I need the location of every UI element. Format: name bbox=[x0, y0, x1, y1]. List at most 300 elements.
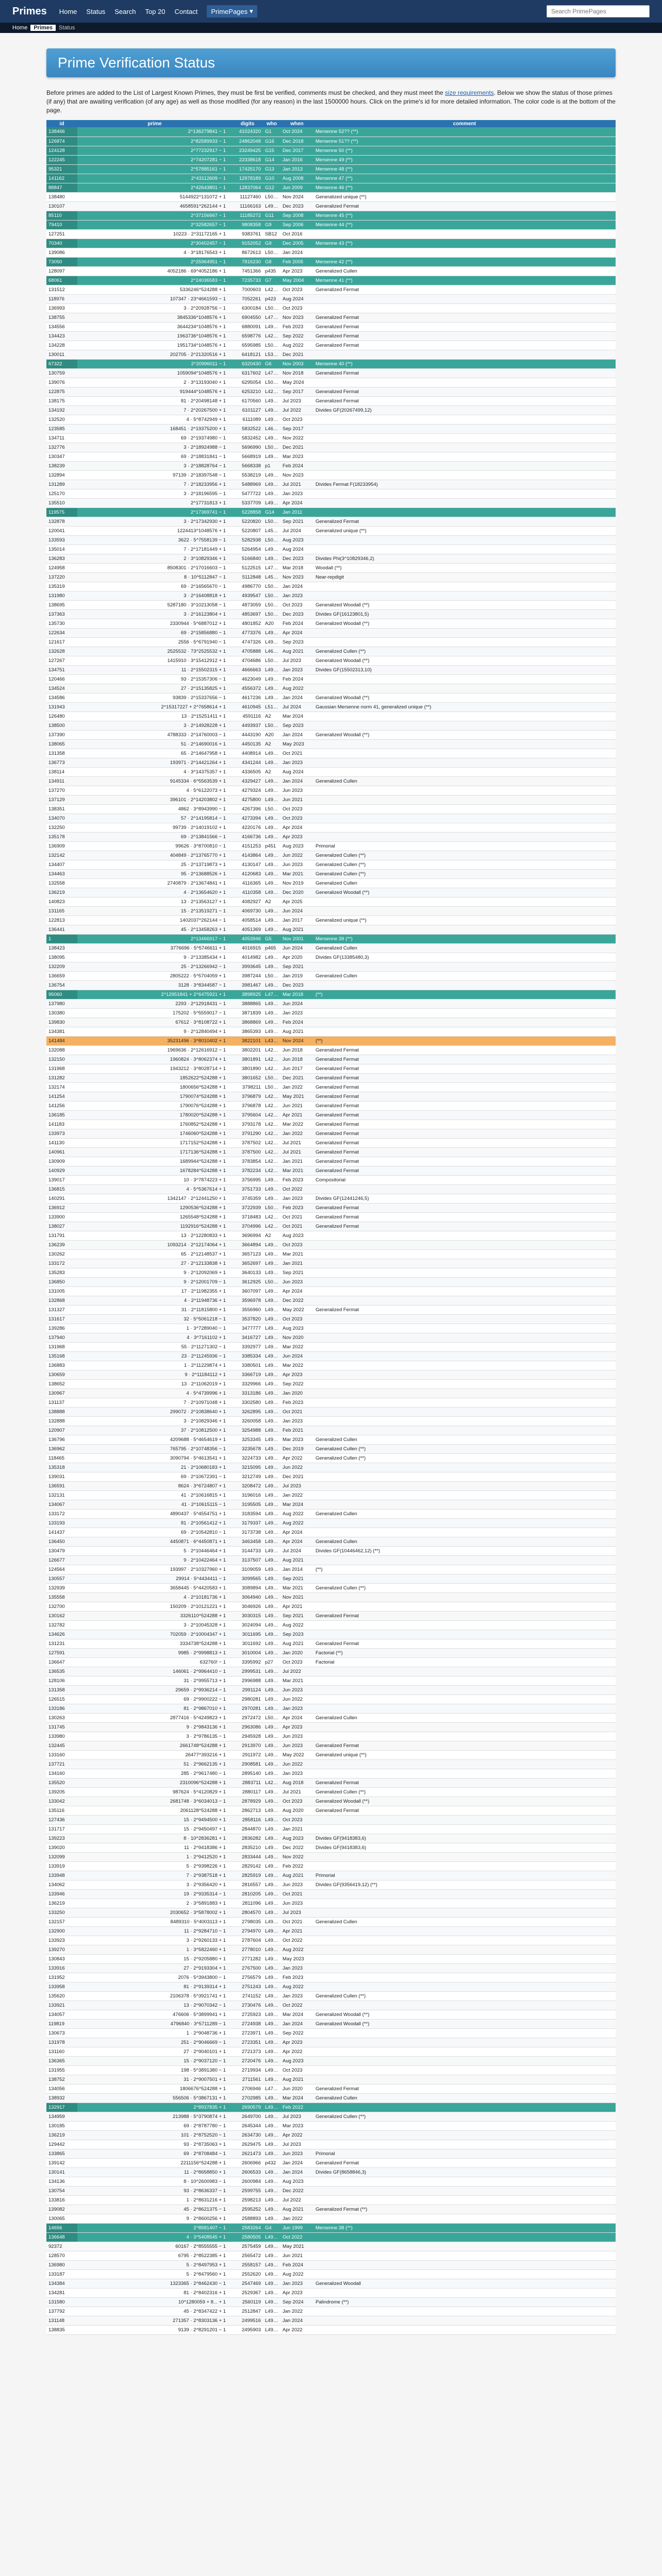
cell-id[interactable]: 130967 bbox=[46, 1388, 77, 1398]
cell-prime: 45 · 2^8347422 + 1 bbox=[77, 2307, 232, 2316]
nav-link-status[interactable]: Status bbox=[86, 7, 106, 15]
cell-id[interactable]: 137129 bbox=[46, 795, 77, 804]
cell-id[interactable]: 138095 bbox=[46, 953, 77, 962]
table-row bbox=[46, 1157, 616, 1166]
cell-digits: 6170560 bbox=[232, 396, 263, 405]
cell-id[interactable]: 139223 bbox=[46, 1834, 77, 1843]
cell-id[interactable]: 140823 bbox=[46, 897, 77, 906]
nav-link-search[interactable]: Search bbox=[114, 7, 136, 15]
cell-id[interactable]: 137721 bbox=[46, 1759, 77, 1769]
cell-id[interactable]: 133958 bbox=[46, 1982, 77, 1991]
cell-who: L4965 bbox=[263, 1592, 280, 1602]
cell-id[interactable]: 138752 bbox=[46, 2075, 77, 2084]
cell-prime: 9 · 2^13385434 + 1 bbox=[77, 953, 232, 962]
cell-id[interactable]: 133816 bbox=[46, 2195, 77, 2205]
cell-who: L4965 bbox=[263, 1481, 280, 1490]
cell-id[interactable]: 95060 bbox=[46, 990, 77, 999]
cell-id[interactable]: 132878 bbox=[46, 517, 77, 526]
cell-id[interactable]: 133042 bbox=[46, 1797, 77, 1806]
cell-id[interactable]: 136909 bbox=[46, 841, 77, 851]
cell-when: Dec 2020 bbox=[280, 888, 313, 897]
cell-id[interactable]: 131137 bbox=[46, 1398, 77, 1407]
cell-id[interactable]: 128570 bbox=[46, 2251, 77, 2260]
cell-id[interactable]: 125170 bbox=[46, 489, 77, 498]
table-row bbox=[46, 1899, 616, 1908]
cell-id[interactable]: 131978 bbox=[46, 2038, 77, 2047]
cell-id[interactable]: 130479 bbox=[46, 1546, 77, 1555]
cell-digits: 7816230 bbox=[232, 257, 263, 266]
cell-id[interactable]: 134062 bbox=[46, 1880, 77, 1889]
cell-id[interactable]: 136883 bbox=[46, 1361, 77, 1370]
cell-id[interactable]: 131005 bbox=[46, 1286, 77, 1296]
cell-id[interactable]: 135318 bbox=[46, 1463, 77, 1472]
cell-id[interactable]: 141183 bbox=[46, 1120, 77, 1129]
header-when[interactable]: when bbox=[280, 120, 313, 127]
cell-id[interactable]: 126677 bbox=[46, 1555, 77, 1565]
cell-id[interactable]: 132868 bbox=[46, 1296, 77, 1305]
cell-id[interactable]: 120466 bbox=[46, 674, 77, 684]
cell-id[interactable]: 95321 bbox=[46, 164, 77, 174]
cell-id[interactable]: 128106 bbox=[46, 1676, 77, 1685]
cell-id[interactable]: 141254 bbox=[46, 1092, 77, 1101]
cell-id[interactable]: 119575 bbox=[46, 507, 77, 517]
cell-id[interactable]: 132628 bbox=[46, 647, 77, 656]
table-row bbox=[46, 767, 616, 776]
cell-prime: 3 · 2^18828764 − 1 bbox=[77, 461, 232, 470]
cell-who: L4245 bbox=[263, 1129, 280, 1138]
cell-id[interactable]: 131955 bbox=[46, 2065, 77, 2075]
cell-id[interactable]: 133946 bbox=[46, 1889, 77, 1899]
cell-id[interactable]: 131512 bbox=[46, 285, 77, 294]
cell-comment: Generalized Fermat bbox=[313, 517, 616, 526]
nav-link-top20[interactable]: Top 20 bbox=[145, 7, 166, 15]
header-id[interactable]: id bbox=[46, 120, 77, 127]
cell-id[interactable]: 136993 bbox=[46, 303, 77, 313]
cell-id[interactable]: 132558 bbox=[46, 878, 77, 888]
cell-digits: 3089894 bbox=[232, 1583, 263, 1592]
cell-id[interactable]: 137220 bbox=[46, 572, 77, 582]
cell-id[interactable]: 1 bbox=[46, 934, 77, 943]
cell-who: L5008 bbox=[263, 721, 280, 730]
cell-id[interactable]: 130557 bbox=[46, 1574, 77, 1583]
cell-id[interactable]: 132174 bbox=[46, 1082, 77, 1092]
cell-digits: 3463458 bbox=[232, 1537, 263, 1546]
cell-id[interactable]: 67322 bbox=[46, 359, 77, 368]
cell-id[interactable]: 131282 bbox=[46, 1073, 77, 1082]
cell-id[interactable]: 127251 bbox=[46, 229, 77, 239]
cell-id[interactable]: 132700 bbox=[46, 1602, 77, 1611]
cell-id[interactable]: 139031 bbox=[46, 1472, 77, 1481]
cell-id[interactable]: 133916 bbox=[46, 1963, 77, 1973]
cell-id[interactable]: 130107 bbox=[46, 201, 77, 211]
cell-digits: 2751243 bbox=[232, 1982, 263, 1991]
cell-id[interactable]: 126480 bbox=[46, 711, 77, 721]
cell-id[interactable]: 136591 bbox=[46, 1481, 77, 1490]
cell-id[interactable]: 141162 bbox=[46, 174, 77, 183]
table-row bbox=[46, 285, 616, 294]
cell-id[interactable]: 130011 bbox=[46, 350, 77, 359]
cell-id[interactable]: 133923 bbox=[46, 1936, 77, 1945]
cell-id[interactable]: 135730 bbox=[46, 619, 77, 628]
cell-id[interactable]: 79410 bbox=[46, 220, 77, 229]
cell-digits: 3046926 bbox=[232, 1602, 263, 1611]
cell-id[interactable]: 136239 bbox=[46, 1240, 77, 1249]
cell-comment bbox=[313, 1861, 616, 1871]
cell-id[interactable]: 135620 bbox=[46, 1991, 77, 2001]
cell-id[interactable]: 131952 bbox=[46, 1973, 77, 1982]
header-digits[interactable]: digits bbox=[232, 120, 263, 127]
cell-id[interactable]: 137363 bbox=[46, 609, 77, 619]
cell-id[interactable]: 134751 bbox=[46, 665, 77, 674]
cell-when: Jun 2017 bbox=[280, 1064, 313, 1073]
cell-id[interactable]: 138480 bbox=[46, 192, 77, 201]
cell-id[interactable]: 130754 bbox=[46, 2186, 77, 2195]
cell-id[interactable]: 135178 bbox=[46, 832, 77, 841]
cell-id[interactable]: 136659 bbox=[46, 971, 77, 980]
cell-id[interactable]: 130673 bbox=[46, 2028, 77, 2038]
cell-id[interactable]: 138466 bbox=[46, 127, 77, 137]
cell-id[interactable]: 119819 bbox=[46, 2019, 77, 2028]
cell-id[interactable]: 122245 bbox=[46, 155, 77, 164]
cell-id[interactable]: 124958 bbox=[46, 563, 77, 572]
cell-id[interactable]: 139076 bbox=[46, 378, 77, 387]
cell-id[interactable]: 130263 bbox=[46, 1713, 77, 1722]
cell-id[interactable]: 138835 bbox=[46, 2325, 77, 2334]
header-who[interactable]: who bbox=[263, 120, 280, 127]
cell-id[interactable]: 130759 bbox=[46, 368, 77, 378]
size-requirements-link[interactable]: size requirements bbox=[445, 89, 494, 96]
cell-id[interactable]: 139286 bbox=[46, 1324, 77, 1333]
cell-id[interactable]: 132099 bbox=[46, 1852, 77, 1861]
breadcrumb-home[interactable]: Home bbox=[12, 25, 28, 31]
cell-id[interactable]: 130347 bbox=[46, 452, 77, 461]
cell-id[interactable]: 131231 bbox=[46, 1639, 77, 1648]
cell-id[interactable]: 135116 bbox=[46, 1806, 77, 1815]
cell-id[interactable]: 134057 bbox=[46, 2010, 77, 2019]
cell-id[interactable]: 127591 bbox=[46, 1648, 77, 1657]
cell-id[interactable]: 136219 bbox=[46, 888, 77, 897]
cell-when: Nov 2020 bbox=[280, 1333, 313, 1342]
cell-prime: 4209688 · 5^4654619 + 1 bbox=[77, 1435, 232, 1444]
nav-link-home[interactable]: Home bbox=[59, 7, 77, 15]
cell-id[interactable]: 136535 bbox=[46, 1667, 77, 1676]
cell-id[interactable]: 136754 bbox=[46, 980, 77, 990]
cell-id[interactable]: 85110 bbox=[46, 211, 77, 220]
cell-id[interactable]: 136648 bbox=[46, 2232, 77, 2242]
cell-id[interactable]: 133186 bbox=[46, 1704, 77, 1713]
cell-prime: 10223 · 2^31172165 + 1 bbox=[77, 229, 232, 239]
cell-id[interactable]: 135283 bbox=[46, 1268, 77, 1277]
cell-id[interactable]: 134626 bbox=[46, 1630, 77, 1639]
table-row bbox=[46, 443, 616, 452]
cell-id[interactable]: 139017 bbox=[46, 1175, 77, 1184]
cell-id[interactable]: 131165 bbox=[46, 906, 77, 916]
cell-comment bbox=[313, 461, 616, 470]
cell-id[interactable]: 133973 bbox=[46, 1129, 77, 1138]
cell-id[interactable]: 133865 bbox=[46, 2149, 77, 2158]
breadcrumb-primes[interactable]: Primes bbox=[30, 25, 56, 31]
cell-id[interactable]: 134586 bbox=[46, 693, 77, 702]
cell-id[interactable]: 134711 bbox=[46, 433, 77, 443]
cell-id[interactable]: 131968 bbox=[46, 1342, 77, 1351]
cell-id[interactable]: 136283 bbox=[46, 554, 77, 563]
cell-comment: Divides GF(15502313,10) bbox=[313, 665, 616, 674]
cell-id[interactable]: 139830 bbox=[46, 1018, 77, 1027]
cell-id[interactable]: 126515 bbox=[46, 1694, 77, 1704]
cell-id[interactable]: 133187 bbox=[46, 2269, 77, 2279]
cell-id[interactable]: 138027 bbox=[46, 1222, 77, 1231]
cell-id[interactable]: 135319 bbox=[46, 582, 77, 591]
cell-id[interactable]: 73050 bbox=[46, 257, 77, 266]
cell-id[interactable]: 131327 bbox=[46, 1305, 77, 1314]
cell-id[interactable]: 138652 bbox=[46, 1379, 77, 1388]
cell-id[interactable]: 134136 bbox=[46, 2177, 77, 2186]
cell-id[interactable]: 135168 bbox=[46, 1351, 77, 1361]
cell-id[interactable]: 133160 bbox=[46, 1750, 77, 1759]
cell-id[interactable]: 136796 bbox=[46, 1435, 77, 1444]
cell-id[interactable]: 139020 bbox=[46, 1843, 77, 1852]
cell-id[interactable]: 141130 bbox=[46, 1138, 77, 1147]
cell-id[interactable]: 138755 bbox=[46, 313, 77, 322]
table-row bbox=[46, 563, 616, 572]
cell-id[interactable]: 132150 bbox=[46, 1055, 77, 1064]
cell-id[interactable]: 133919 bbox=[46, 1861, 77, 1871]
cell-id[interactable]: 134959 bbox=[46, 2112, 77, 2121]
cell-id[interactable]: 92372 bbox=[46, 2242, 77, 2251]
cell-id[interactable]: 132917 bbox=[46, 2103, 77, 2112]
nav-link-contact[interactable]: Contact bbox=[174, 7, 198, 15]
cell-id[interactable]: 140961 bbox=[46, 1147, 77, 1157]
cell-id[interactable]: 136365 bbox=[46, 2056, 77, 2065]
cell-id[interactable]: 118465 bbox=[46, 1453, 77, 1463]
cell-id[interactable]: 128097 bbox=[46, 266, 77, 276]
cell-id[interactable]: 126874 bbox=[46, 137, 77, 146]
cell-id[interactable]: 134192 bbox=[46, 405, 77, 415]
cell-id[interactable]: 138695 bbox=[46, 600, 77, 609]
cell-id[interactable]: 138065 bbox=[46, 739, 77, 749]
cell-id[interactable]: 130659 bbox=[46, 1370, 77, 1379]
cell-id[interactable]: 133980 bbox=[46, 1732, 77, 1741]
cell-id[interactable]: 133593 bbox=[46, 535, 77, 545]
cell-id[interactable]: 135510 bbox=[46, 498, 77, 507]
cell-id[interactable]: 134381 bbox=[46, 1027, 77, 1036]
cell-id[interactable]: 132209 bbox=[46, 962, 77, 971]
cell-id[interactable]: 132157 bbox=[46, 1917, 77, 1926]
cell-id[interactable]: 131148 bbox=[46, 2316, 77, 2325]
cell-prime: 7 · 2^20267500 + 1 bbox=[77, 405, 232, 415]
cell-id[interactable]: 123585 bbox=[46, 424, 77, 433]
cell-id[interactable]: 132894 bbox=[46, 470, 77, 480]
cell-id[interactable]: 132142 bbox=[46, 851, 77, 860]
cell-id[interactable]: 133193 bbox=[46, 1518, 77, 1528]
cell-digits: 4058514 bbox=[232, 916, 263, 925]
cell-id[interactable]: 136980 bbox=[46, 2260, 77, 2269]
cell-digits: 7451366 bbox=[232, 266, 263, 276]
cell-id[interactable]: 134524 bbox=[46, 684, 77, 693]
cell-id[interactable]: 133172 bbox=[46, 1509, 77, 1518]
cell-id[interactable]: 118976 bbox=[46, 294, 77, 303]
cell-id[interactable]: 139086 bbox=[46, 248, 77, 257]
cell-id[interactable]: 134067 bbox=[46, 1500, 77, 1509]
cell-id[interactable]: 68061 bbox=[46, 276, 77, 285]
cell-id[interactable]: 122634 bbox=[46, 628, 77, 637]
cell-id[interactable]: 138351 bbox=[46, 804, 77, 814]
cell-when: May 2004 bbox=[280, 276, 313, 285]
cell-prime: 4052186 · 69^4052186 + 1 bbox=[77, 266, 232, 276]
cell-id[interactable]: 120041 bbox=[46, 526, 77, 535]
cell-id[interactable]: 131358 bbox=[46, 1685, 77, 1694]
cell-who: L4965 bbox=[263, 2010, 280, 2019]
cell-id[interactable]: 130141 bbox=[46, 2167, 77, 2177]
cell-id[interactable]: 134423 bbox=[46, 331, 77, 341]
cell-id[interactable]: 130262 bbox=[46, 1249, 77, 1259]
cell-id[interactable]: 136815 bbox=[46, 1184, 77, 1194]
table-row bbox=[46, 1602, 616, 1611]
primepages-dropdown[interactable] bbox=[207, 5, 257, 18]
cell-id[interactable]: 140291 bbox=[46, 1194, 77, 1203]
cell-id[interactable]: 138114 bbox=[46, 767, 77, 776]
cell-id[interactable]: 130909 bbox=[46, 1157, 77, 1166]
cell-id[interactable]: 122813 bbox=[46, 916, 77, 925]
cell-id[interactable]: 133900 bbox=[46, 1212, 77, 1222]
cell-digits: 2645344 bbox=[232, 2121, 263, 2130]
cell-id[interactable]: 122875 bbox=[46, 387, 77, 396]
cell-id[interactable]: 131289 bbox=[46, 480, 77, 489]
cell-id[interactable]: 139082 bbox=[46, 2205, 77, 2214]
cell-id[interactable]: 131580 bbox=[46, 2297, 77, 2307]
cell-id[interactable]: 135520 bbox=[46, 1778, 77, 1787]
cell-id[interactable]: 136219 bbox=[46, 1899, 77, 1908]
cell-id[interactable]: 134463 bbox=[46, 869, 77, 878]
header-prime[interactable]: prime bbox=[77, 120, 232, 127]
cell-id[interactable]: 136647 bbox=[46, 1657, 77, 1667]
cell-who: L4965 bbox=[263, 1537, 280, 1546]
cell-id[interactable]: 140929 bbox=[46, 1166, 77, 1175]
cell-id[interactable]: 133921 bbox=[46, 2001, 77, 2010]
header-comment[interactable]: comment bbox=[313, 120, 616, 127]
cell-id[interactable]: 131943 bbox=[46, 702, 77, 711]
cell-id[interactable]: 70340 bbox=[46, 239, 77, 248]
cell-id[interactable]: 131160 bbox=[46, 2047, 77, 2056]
cell-who: L4965 bbox=[263, 1639, 280, 1648]
cell-id[interactable]: 134160 bbox=[46, 1769, 77, 1778]
cell-id[interactable]: 141437 bbox=[46, 1528, 77, 1537]
cell-id[interactable]: 132776 bbox=[46, 443, 77, 452]
cell-id[interactable]: 132250 bbox=[46, 823, 77, 832]
cell-id[interactable]: 127436 bbox=[46, 1815, 77, 1824]
cell-id[interactable]: 136773 bbox=[46, 758, 77, 767]
cell-id[interactable]: 14656 bbox=[46, 2223, 77, 2232]
cell-id[interactable]: 131358 bbox=[46, 749, 77, 758]
cell-id[interactable]: 138239 bbox=[46, 461, 77, 470]
cell-id[interactable]: 138175 bbox=[46, 396, 77, 405]
cell-id[interactable]: 130380 bbox=[46, 1008, 77, 1018]
cell-id[interactable]: 137390 bbox=[46, 730, 77, 739]
cell-id[interactable]: 138423 bbox=[46, 943, 77, 953]
cell-id[interactable]: 131617 bbox=[46, 1314, 77, 1324]
cell-comment bbox=[313, 489, 616, 498]
cell-id[interactable]: 136185 bbox=[46, 1110, 77, 1120]
cell-id[interactable]: 134556 bbox=[46, 322, 77, 331]
cell-id[interactable]: 132782 bbox=[46, 1620, 77, 1630]
cell-id[interactable]: 141256 bbox=[46, 1101, 77, 1110]
cell-id[interactable]: 134911 bbox=[46, 776, 77, 786]
cell-id[interactable]: 136912 bbox=[46, 1203, 77, 1212]
cell-id[interactable]: 132939 bbox=[46, 1583, 77, 1592]
cell-id[interactable]: 131980 bbox=[46, 591, 77, 600]
cell-id[interactable]: 124128 bbox=[46, 146, 77, 155]
cell-id[interactable]: 139270 bbox=[46, 1945, 77, 1954]
cell-comment: Mersenne 48 (**) bbox=[313, 164, 616, 174]
cell-id[interactable]: 129442 bbox=[46, 2140, 77, 2149]
cell-digits: 3657123 bbox=[232, 1249, 263, 1259]
cell-id[interactable]: 130843 bbox=[46, 1954, 77, 1963]
cell-id[interactable]: 132888 bbox=[46, 1416, 77, 1426]
cell-id[interactable]: 88847 bbox=[46, 183, 77, 192]
cell-id[interactable]: 138888 bbox=[46, 1407, 77, 1416]
cell-id[interactable]: 134384 bbox=[46, 2279, 77, 2288]
cell-id[interactable]: 134281 bbox=[46, 2288, 77, 2297]
cell-id[interactable]: 137270 bbox=[46, 786, 77, 795]
cell-id[interactable]: 131968 bbox=[46, 1064, 77, 1073]
cell-id[interactable]: 130065 bbox=[46, 2214, 77, 2223]
cell-id[interactable]: 134407 bbox=[46, 860, 77, 869]
cell-id[interactable]: 124564 bbox=[46, 1565, 77, 1574]
table-row bbox=[46, 953, 616, 962]
cell-id[interactable]: 130185 bbox=[46, 2121, 77, 2130]
cell-id[interactable]: 120907 bbox=[46, 1426, 77, 1435]
cell-id[interactable]: 134228 bbox=[46, 341, 77, 350]
site-brand[interactable]: Primes bbox=[12, 5, 47, 17]
cell-id[interactable]: 131791 bbox=[46, 1231, 77, 1240]
cell-id[interactable]: 136450 bbox=[46, 1537, 77, 1546]
cell-id[interactable]: 139205 bbox=[46, 1787, 77, 1797]
cell-id[interactable]: 136441 bbox=[46, 925, 77, 934]
cell-id[interactable]: 131717 bbox=[46, 1824, 77, 1834]
cell-id[interactable]: 138500 bbox=[46, 721, 77, 730]
cell-id[interactable]: 133250 bbox=[46, 1908, 77, 1917]
cell-id[interactable]: 130162 bbox=[46, 1611, 77, 1620]
breadcrumb-status[interactable]: Status bbox=[59, 25, 75, 31]
cell-prime: 51 · 2^14690016 + 1 bbox=[77, 739, 232, 749]
cell-id[interactable]: 138932 bbox=[46, 2093, 77, 2103]
cell-id[interactable]: 134070 bbox=[46, 814, 77, 823]
cell-id[interactable]: 132900 bbox=[46, 1926, 77, 1936]
cell-id[interactable]: 132131 bbox=[46, 1490, 77, 1500]
cell-id[interactable]: 137980 bbox=[46, 999, 77, 1008]
cell-id[interactable]: 133172 bbox=[46, 1259, 77, 1268]
cell-id[interactable]: 141484 bbox=[46, 1036, 77, 1045]
cell-digits: 2816557 bbox=[232, 1880, 263, 1889]
cell-id[interactable]: 121617 bbox=[46, 637, 77, 647]
cell-id[interactable]: 132445 bbox=[46, 1741, 77, 1750]
cell-id[interactable]: 137792 bbox=[46, 2307, 77, 2316]
cell-id[interactable]: 132088 bbox=[46, 1045, 77, 1055]
search-input[interactable] bbox=[547, 5, 650, 18]
cell-id[interactable]: 136850 bbox=[46, 1277, 77, 1286]
cell-id[interactable]: 136962 bbox=[46, 1444, 77, 1453]
cell-id[interactable]: 133948 bbox=[46, 1871, 77, 1880]
cell-id[interactable]: 134056 bbox=[46, 2084, 77, 2093]
cell-id[interactable]: 135014 bbox=[46, 545, 77, 554]
cell-id[interactable]: 136219 bbox=[46, 2130, 77, 2140]
cell-id[interactable]: 139142 bbox=[46, 2158, 77, 2167]
cell-id[interactable]: 132520 bbox=[46, 415, 77, 424]
cell-id[interactable]: 137940 bbox=[46, 1333, 77, 1342]
cell-id[interactable]: 135558 bbox=[46, 1592, 77, 1602]
cell-id[interactable]: 127267 bbox=[46, 656, 77, 665]
cell-id[interactable]: 131745 bbox=[46, 1722, 77, 1732]
